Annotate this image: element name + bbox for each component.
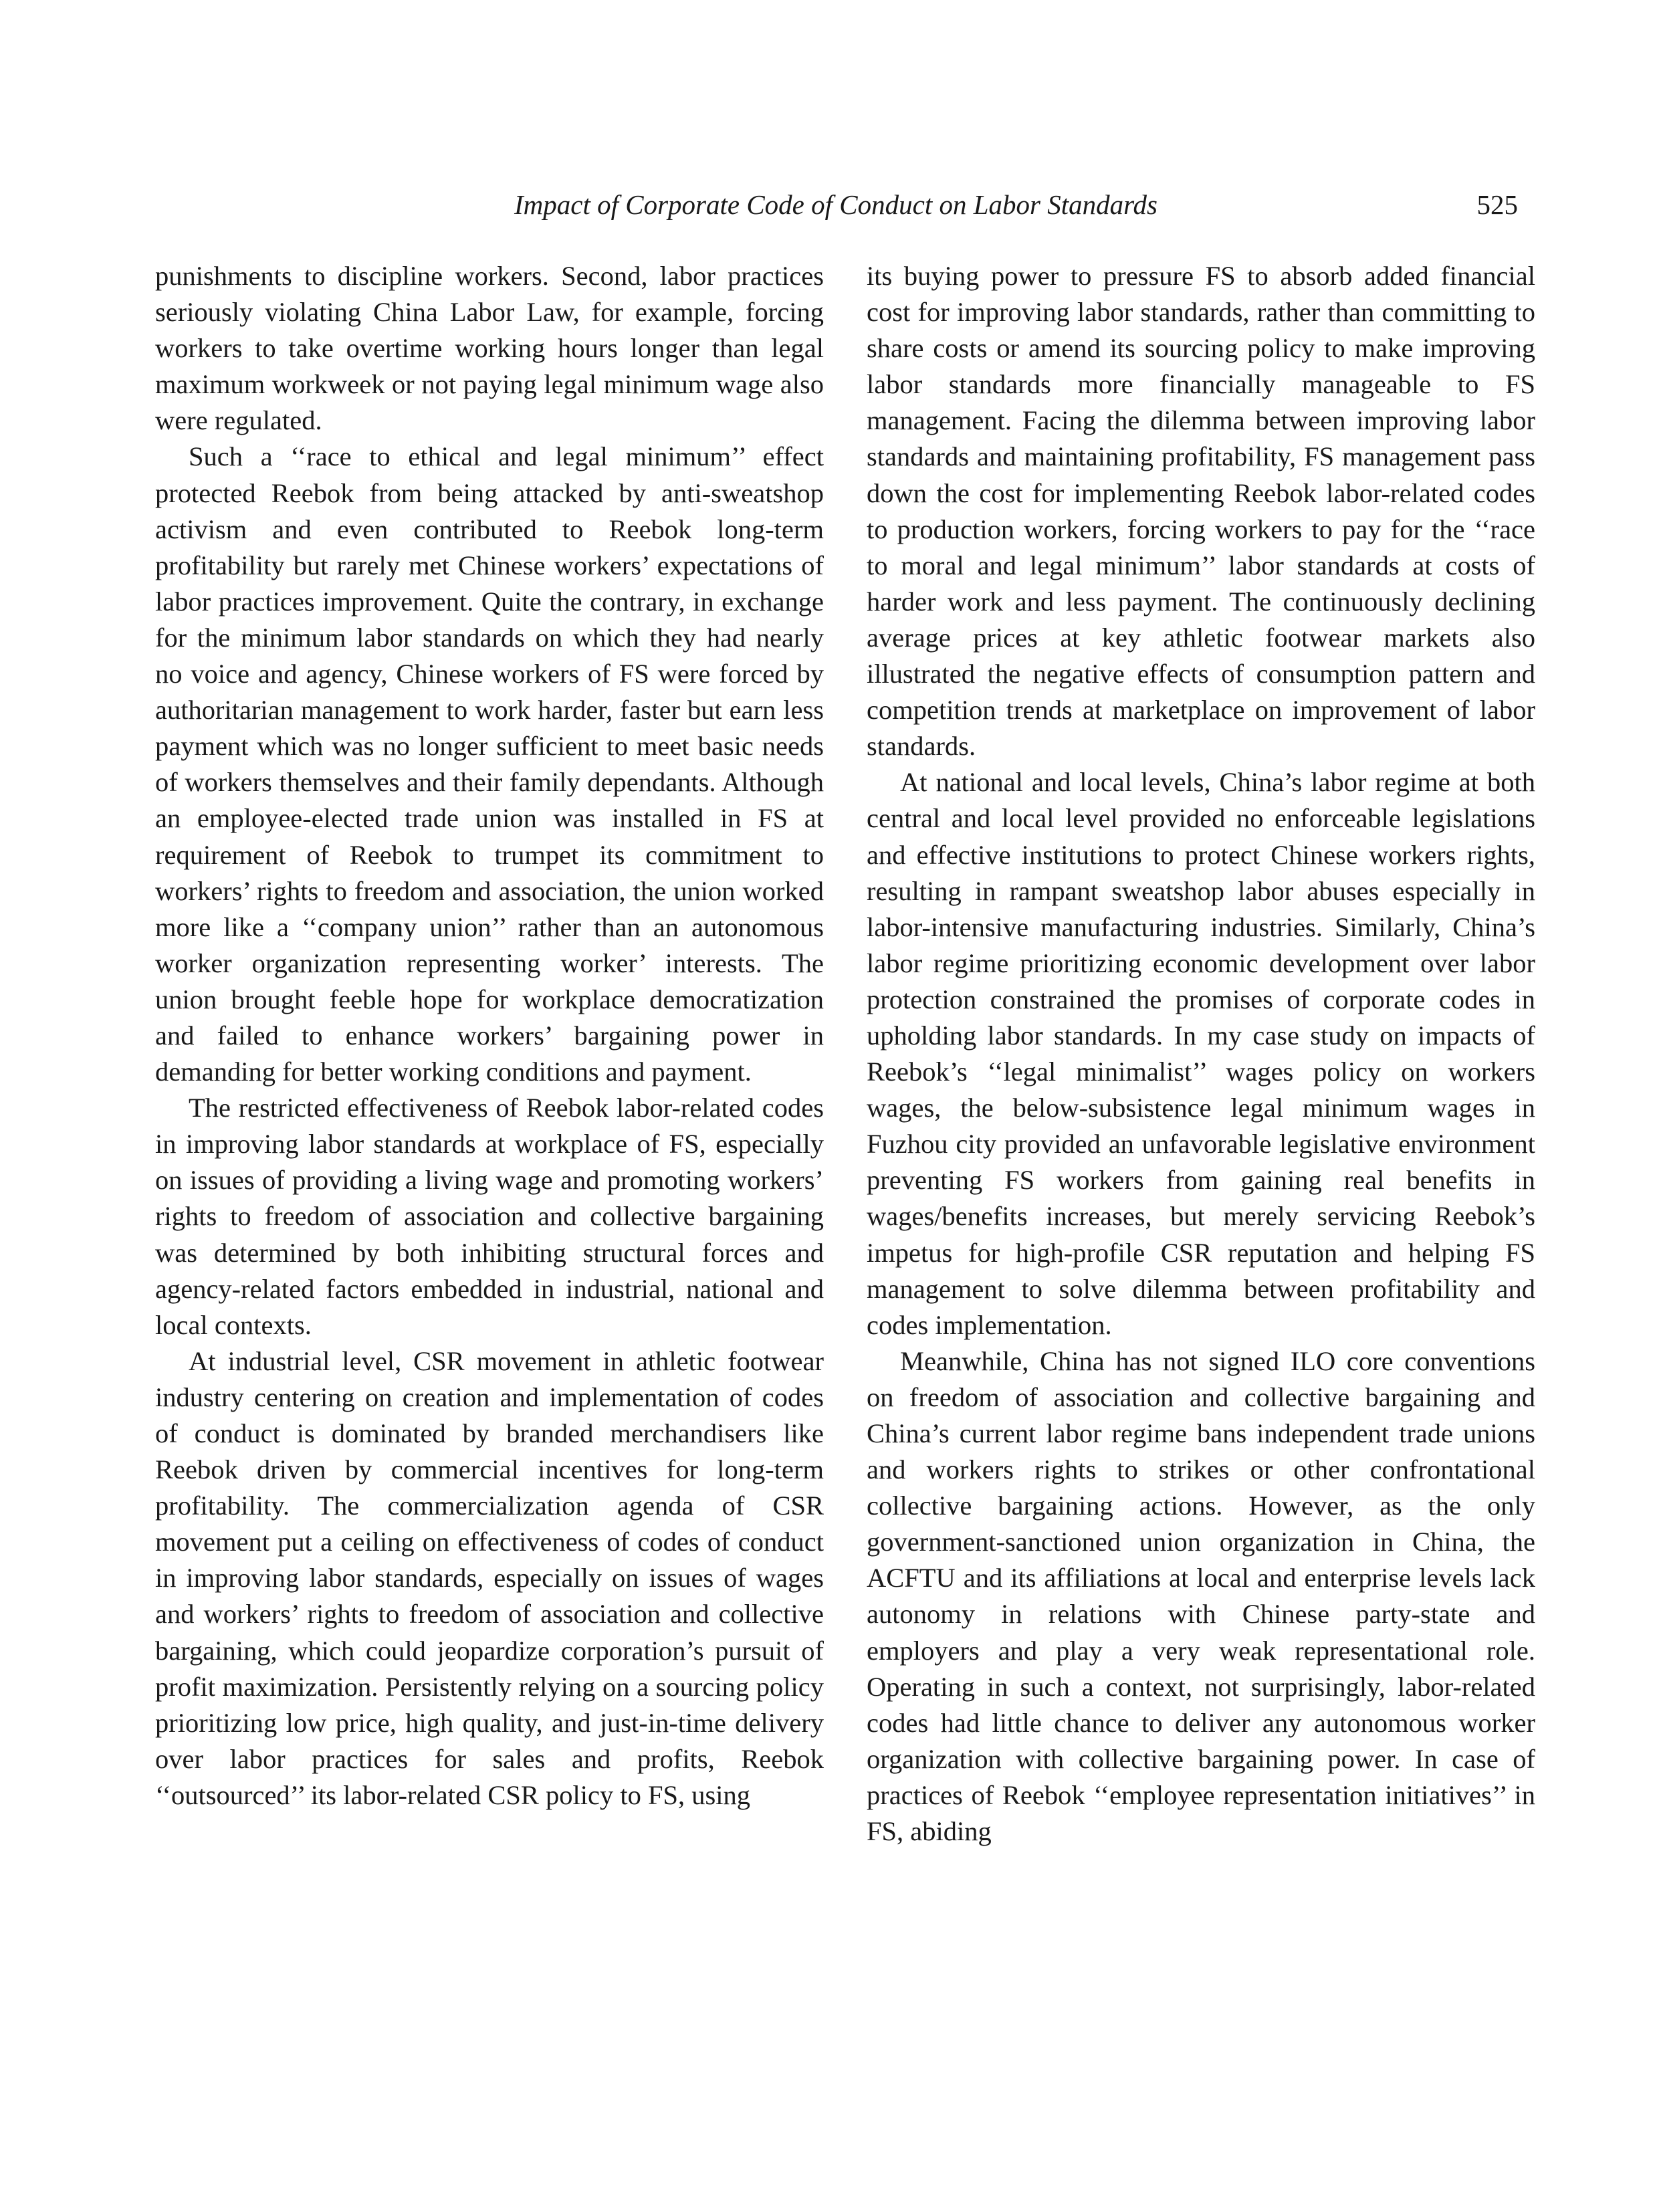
running-title: Impact of Corporate Code of Conduct on Labor Standards — [514, 189, 1157, 220]
paragraph: Such a ‘‘race to ethical and legal minimum’’ effect protected Reebok from being attacked by anti-sweatshop activism and even contributed to Reebok long-term profitability but rarely met Chinese workers’ expectations of labor practices improvement. Quite the contrary, in exchange for the minimum labor standards on which they had nearly no voice and agency, Chinese workers of FS were forced by authoritarian management to work harder, faster but earn less payment which was no longer sufficient to meet basic needs of workers themselves and their family dependants. Although an employee-elected trade union was installed in FS at requirement of Reebok to trumpet its commitment to workers’ rights to freedom and association, the union worked more like a ‘‘company union’’ rather than an autonomous worker organization representing worker’ interests. The union brought feeble hope for workplace democratization and failed to enhance workers’ bargaining power in demanding for better working conditions and payment. — [155, 441, 824, 1087]
paragraph: At national and local levels, China’s labor regime at both central and local level provided no enforceable legislations and effective institutions to protect Chinese workers rights, resulting in rampant sweatshop labor abuses especially in labor-intensive manufacturing industries. Similarly, China’s labor regime prioritizing economic development over labor protection constrained the promises of corporate codes in upholding labor standards. In my case study on impacts of Reebok’s ‘‘legal minimalist’’ wages policy on workers wages, the below-subsistence legal minimum wages in Fuzhou city provided an unfavorable legislative environment preventing FS workers from gaining real benefits in wages/benefits increases, but merely servicing Reebok’s impetus for high-profile CSR reputation and helping FS management to solve dilemma between profitability and codes implementation. — [867, 767, 1535, 1340]
paragraph-continued: punishments to discipline workers. Second, labor practices seriously violating China Labor Law, for example, forcing workers to take overtime working hours longer than legal maximum workweek or not paying legal minimum wage also were regulated. — [155, 261, 824, 436]
page-number: 525 — [1476, 189, 1518, 220]
running-head — [154, 185, 1518, 225]
right-column — [867, 258, 1535, 1850]
paragraph: The restricted effectiveness of Reebok labor-related codes in improving labor standards at workplace of FS, especially on issues of providing a living wage and promoting workers’ rights to freedom of association and collective bargaining was determined by both inhibiting structural forces and agency-related factors embedded in industrial, national and local contexts. — [155, 1093, 824, 1340]
left-column — [155, 258, 824, 1813]
paragraph: At industrial level, CSR movement in athletic footwear industry centering on creation and implementation of codes of conduct is dominated by branded merchandisers like Reebok driven by commercial incentives for long-term profitability. The commercialization agenda of CSR movement put a ceiling on effectiveness of codes of conduct in improving labor standards, especially on issues of wages and workers’ rights to freedom of association and collective bargaining, which could jeopardize corporation’s pursuit of profit maximization. Persistently relying on a sourcing policy prioritizing low price, high quality, and just-in-time delivery over labor practices for sales and profits, Reebok ‘‘outsourced’’ its labor-related CSR policy to FS, using — [155, 1345, 824, 1810]
paragraph-continued: its buying power to pressure FS to absorb added financial cost for improving labor standards, rather than committing to share costs or amend its sourcing policy to make improving labor standards more financially manageable to FS management. Facing the dilemma between improving labor standards and maintaining profitability, FS management pass down the cost for implementing Reebok labor-related codes to production workers, forcing workers to pay for the ‘‘race to moral and legal minimum’’ labor standards at costs of harder work and less payment. The continuously declining average prices at key athletic footwear markets also illustrated the negative effects of consumption pattern and competition trends at marketplace on improvement of labor standards. — [867, 261, 1535, 762]
paragraph: Meanwhile, China has not signed ILO core conventions on freedom of association and collective bargaining and China’s current labor regime bans independent trade unions and workers rights to strikes or other confrontational collective bargaining actions. However, as the only government-sanctioned union organization in China, the ACFTU and its affiliations at local and enterprise levels lack autonomy in relations with Chinese party-state and employers and play a very weak representational role. Operating in such a context, not surprisingly, labor-related codes had little chance to deliver any autonomous worker organization with collective bargaining power. In case of practices of Reebok ‘‘employee representation initiatives’’ in FS, abiding — [867, 1345, 1535, 1847]
